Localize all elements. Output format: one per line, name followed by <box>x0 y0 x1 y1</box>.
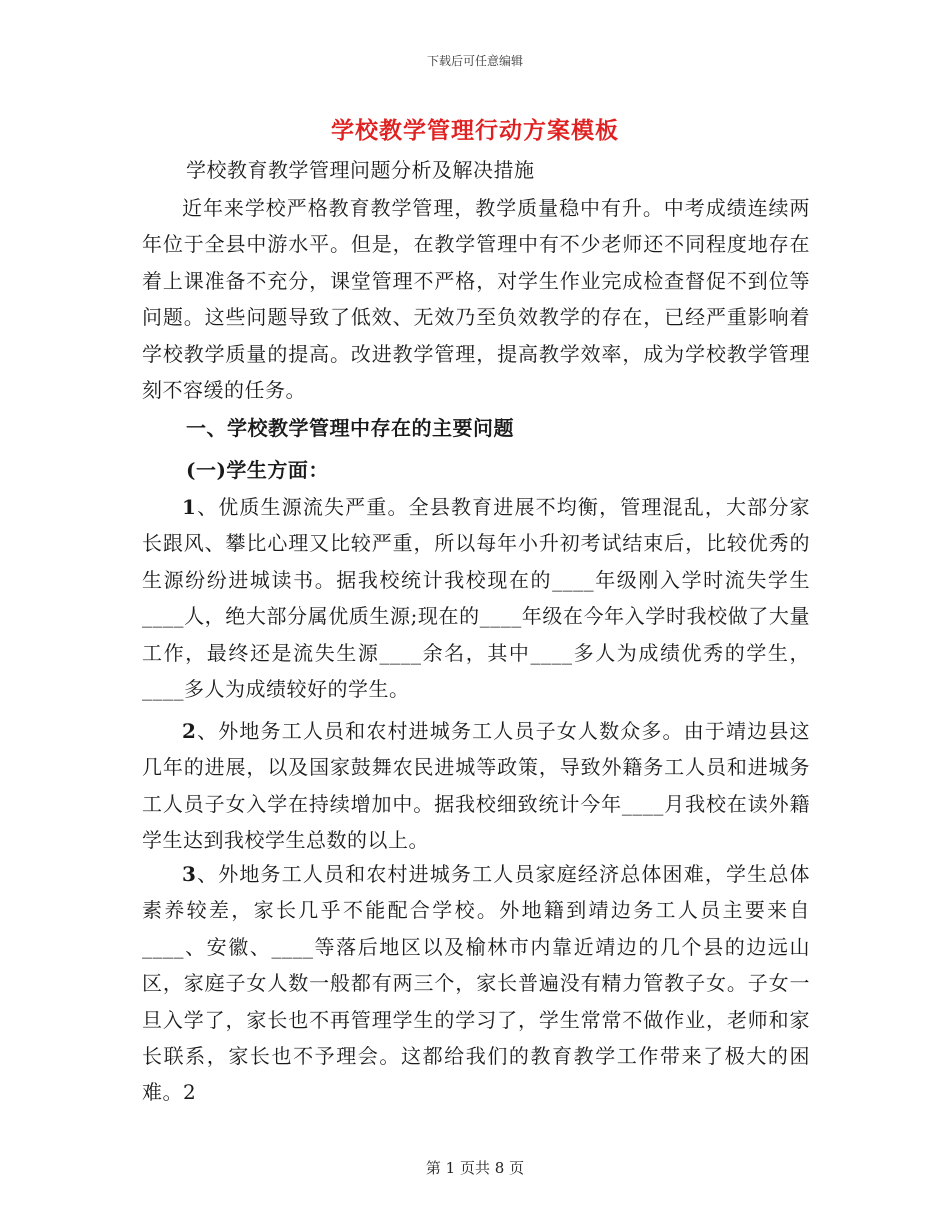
list-item <box>142 489 810 707</box>
list-item <box>142 856 810 1111</box>
subsection-heading: (一)学生方面： <box>186 458 329 482</box>
item-number: 3 <box>182 862 197 886</box>
list-item <box>142 713 810 859</box>
intro-paragraph-block <box>142 190 810 408</box>
document-title: 学校教学管理行动方案模板 <box>331 117 619 144</box>
item-paragraph-1-block <box>142 489 810 707</box>
item-paragraph-3-block <box>142 856 810 1111</box>
item-number: 2 <box>182 719 197 743</box>
item-paragraph-2-block <box>142 713 810 859</box>
item-text: 、优质生源流失严重。全县教育进展不均衡，管理混乱，大部分家长跟风、攀比心理又比较严重，所以每年小升初考试结束后，比较优秀的生源纷纷进城读书。据我校统计我校现在的____年级刚入学时流失学生____人，绝大部分属优质生源;现在的____年级在今年入学时我校做了大量工作，最终还是流失生源____余名，其中____多人为成绩优秀的学生，____多人为成绩较好的学生。 <box>142 495 810 702</box>
section-heading: 一、学校教学管理中存在的主要问题 <box>186 416 514 440</box>
document-subtitle: 学校教育教学管理问题分析及解决措施 <box>186 158 535 182</box>
item-text: 、外地务工人员和农村进城务工人员家庭经济总体困难，学生总体素养较差，家长几乎不能配合学校。外地籍到靖边务工人员主要来自____、安徽、____等落后地区以及榆林市内靠近靖边的几个县的边远山区，家庭子女人数一般都有两三个，家长普遍没有精力管教子女。子女一旦入学了，家长也不再管理学生的学习了，学生常常不做作业，老师和家长联系，家长也不予理会。这都给我们的教育教学工作带来了极大的困难。2 <box>142 862 810 1105</box>
item-text: 、外地务工人员和农村进城务工人员子女人数众多。由于靖边县这几年的进展，以及国家鼓舞农民进城等政策，导致外籍务工人员和进城务工人员子女入学在持续增加中。据我校细致统计今年____月我校在读外籍学生达到我校学生总数的以上。 <box>142 719 810 853</box>
item-number: 1 <box>182 495 197 519</box>
intro-paragraph: 近年来学校严格教育教学管理，教学质量稳中有升。中考成绩连续两年位于全县中游水平。但是，在教学管理中有不少老师还不同程度地存在着上课准备不充分，课堂管理不严格，对学生作业完成检查督促不到位等问题。这些问题导致了低效、无效乃至负效教学的存在，已经严重影响着学校教学质量的提高。改进教学管理，提高教学效率，成为学校教学管理刻不容缓的任务。 <box>142 196 810 403</box>
page-footer: 第 1 页共 8 页 <box>425 1159 525 1177</box>
header-note: 下载后可任意编辑 <box>426 54 523 68</box>
